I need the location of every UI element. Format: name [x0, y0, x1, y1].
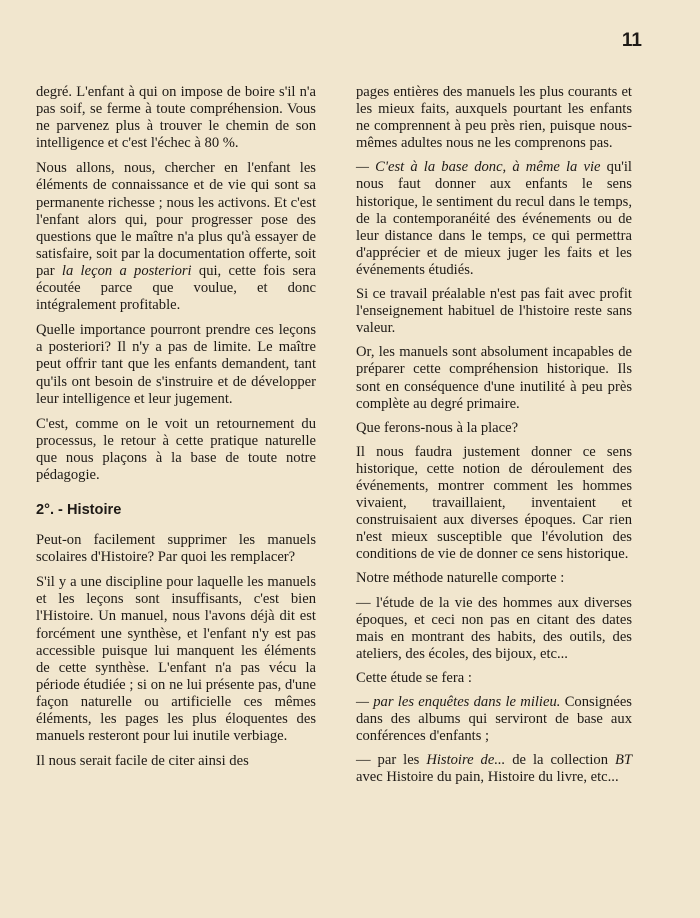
paragraph: Si ce travail préalable n'est pas fait avec profit l'enseignement habituel de l'histoire reste sans valeur. — [356, 286, 632, 337]
paragraph: Quelle importance pourront prendre ces leçons a posteriori? Il n'y a pas de limite. Le maître peut offrir tant que les enfants demandent, tant qu'ils ont besoin de s'instruire et de développer leur intelligence et leur jugement. — [36, 322, 316, 407]
paragraph: Cette étude se fera : — [356, 669, 472, 686]
paragraph: Or, les manuels sont absolument incapables de préparer cette compréhension historique. Ils sont en conséquence d'une inutilité à peu près complète au degré primaire. — [356, 344, 632, 412]
page-number: 11 — [621, 30, 642, 51]
right-column — [356, 84, 632, 793]
paragraph — [356, 752, 632, 786]
left-column — [36, 84, 316, 778]
paragraph: Il nous serait facile de citer ainsi des — [36, 753, 249, 770]
italic-run: BT — [614, 752, 632, 769]
italic-run: Histoire de... — [426, 752, 506, 769]
paragraph — [36, 160, 316, 314]
italic-run: — par les enquêtes dans le milieu. — [356, 694, 561, 710]
paragraph: Notre méthode naturelle comporte : — [356, 570, 565, 587]
paragraph: — l'étude de la vie des hommes aux diverses époques, et ceci non pas en citant des dates mais en montrant des habits, des outils, des ateliers, des écoles, des bijoux, etc... — [356, 594, 632, 662]
paragraph: S'il y a une discipline pour laquelle les manuels et les leçons sont insuffisants, c'est bien l'Histoire. Un manuel, nous l'avons déjà dit est forcément une synthèse, et l'enfant n'y est pas accessible puisque lui manquent les éléments de cette synthèse. L'enfant n'a pas vécu la période étudiée ; si on ne lui présente pas, d'une façon naturelle ou artificielle ces mêmes éléments, les pages les plus éloquentes des manuels resteront pour lui inutile verbiage. — [36, 574, 316, 745]
text-run: Consignées dans des albums qui serviront de base aux conférences d'enfants ; — [356, 694, 632, 745]
paragraph — [356, 694, 632, 745]
paragraph: C'est, comme on le voit un retournement du processus, le retour à cette pratique naturelle que nous plaçons à la base de toute notre pédagogie. — [36, 415, 316, 483]
text-run: Nous allons, nous, chercher en l'enfant les éléments de connaissance et de vie qui sont sa permanente richesse ; nous les activons. Et c'est l'enfant alors qui, pour progresser pose des questions que le maître n'a plus qu'à essayer de satisfaire, soit par la documentation offerte, soit par — [36, 160, 316, 279]
paragraph: pages entières des manuels les plus courants et les mieux faits, auxquels pourtant les enfants ne comprennent à peu près rien, puisque nous-mêmes adultes nous ne les comprenons pas. — [356, 84, 632, 152]
section-heading: 2°. - Histoire — [36, 502, 122, 519]
italic-run: la leçon a posteriori — [61, 262, 192, 279]
text-run: — par les — [356, 752, 427, 769]
text-run: avec Histoire du pain, Histoire du livre, etc... — [356, 769, 619, 786]
italic-run: — C'est à la base donc, à même la vie — [356, 159, 601, 176]
text-run: qu'il nous faut donner aux enfants le sens historique, le sentiment du recul dans le temps, de la contemporanéité des événements ou de leur distance dans le temps, ce qui permettra d'apprécier et de mieux juger les faits et les événements étudiés. — [356, 159, 632, 278]
paragraph: Que ferons-nous à la place? — [356, 419, 519, 436]
paragraph: Peut-on facilement supprimer les manuels scolaires d'Histoire? Par quoi les remplacer? — [36, 532, 316, 566]
text-run: qui, cette fois sera écoutée parce que voulue, et donc intégralement profitable. — [36, 262, 316, 314]
paragraph: Il nous faudra justement donner ce sens historique, cette notion de déroulement des événements, montrer comment les hommes vivaient, travaillaient, inventaient et construisaient aux diverses époques. Car rien n'est mieux susceptible que l'évolution des conditions de vie de donner ce sens historique. — [356, 443, 632, 563]
paragraph: degré. L'enfant à qui on impose de boire s'il n'a pas soif, se ferme à toute compréhension. Vous ne parvenez plus à trouver le chemin de son intelligence et c'est l'échec à 80 %. — [36, 84, 316, 152]
text-run: de la collection — [505, 752, 615, 769]
paragraph — [356, 159, 632, 279]
